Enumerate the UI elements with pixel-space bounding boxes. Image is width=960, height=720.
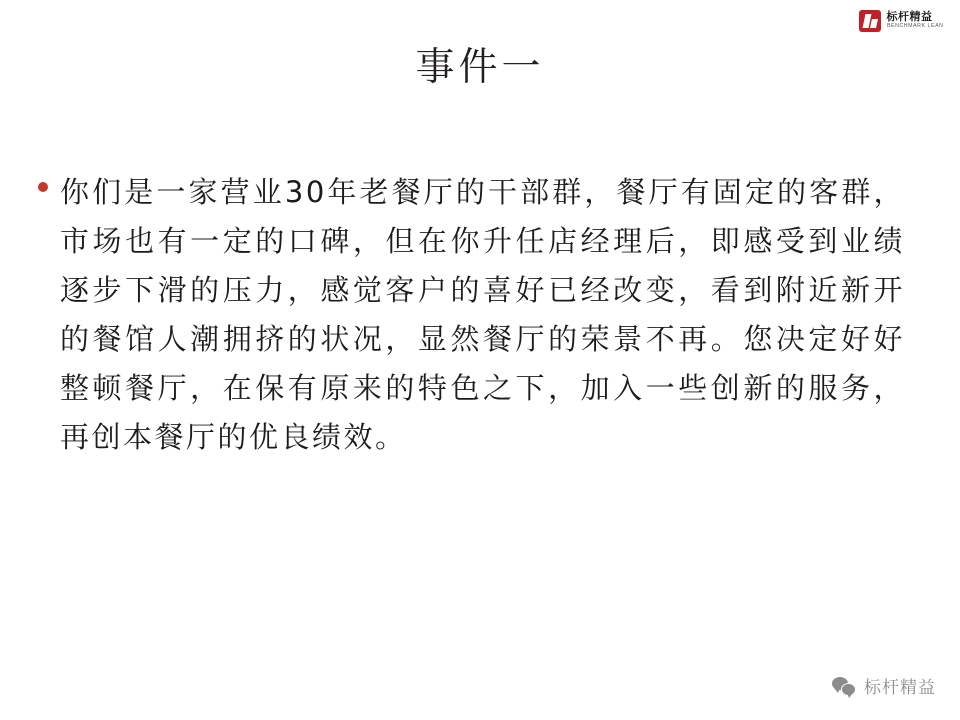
brand-wordmark <box>887 12 946 29</box>
bullet-dot-icon <box>38 182 48 192</box>
benchmark-lean-logo-icon <box>859 10 881 32</box>
wechat-icon <box>832 676 856 696</box>
brand-name-cn: 标杆精益 <box>886 11 933 24</box>
brand-logo <box>859 10 946 32</box>
wechat-account-name: 标杆精益 <box>864 678 936 698</box>
body-paragraph: 你们是一家营业30年老餐厅的干部群，餐厅有固定的客群，市场也有一定的口碑，但在你升任店经理后，即感受到业绩逐步下滑的压力，感觉客户的喜好已经改变，看到附近新开的餐馆人潮拥挤的状况，显然餐厅的荣景不再。您决定好好整顿餐厅，在保有原来的特色之下，加入一些创新的服务，再创本餐厅的优良绩效。 <box>60 175 905 454</box>
wechat-account-mark <box>832 673 936 698</box>
brand-name-en: BENCHMARK LEAN <box>886 22 944 29</box>
page-title: 事件一 <box>415 45 545 90</box>
body-bullet-item <box>38 168 926 462</box>
